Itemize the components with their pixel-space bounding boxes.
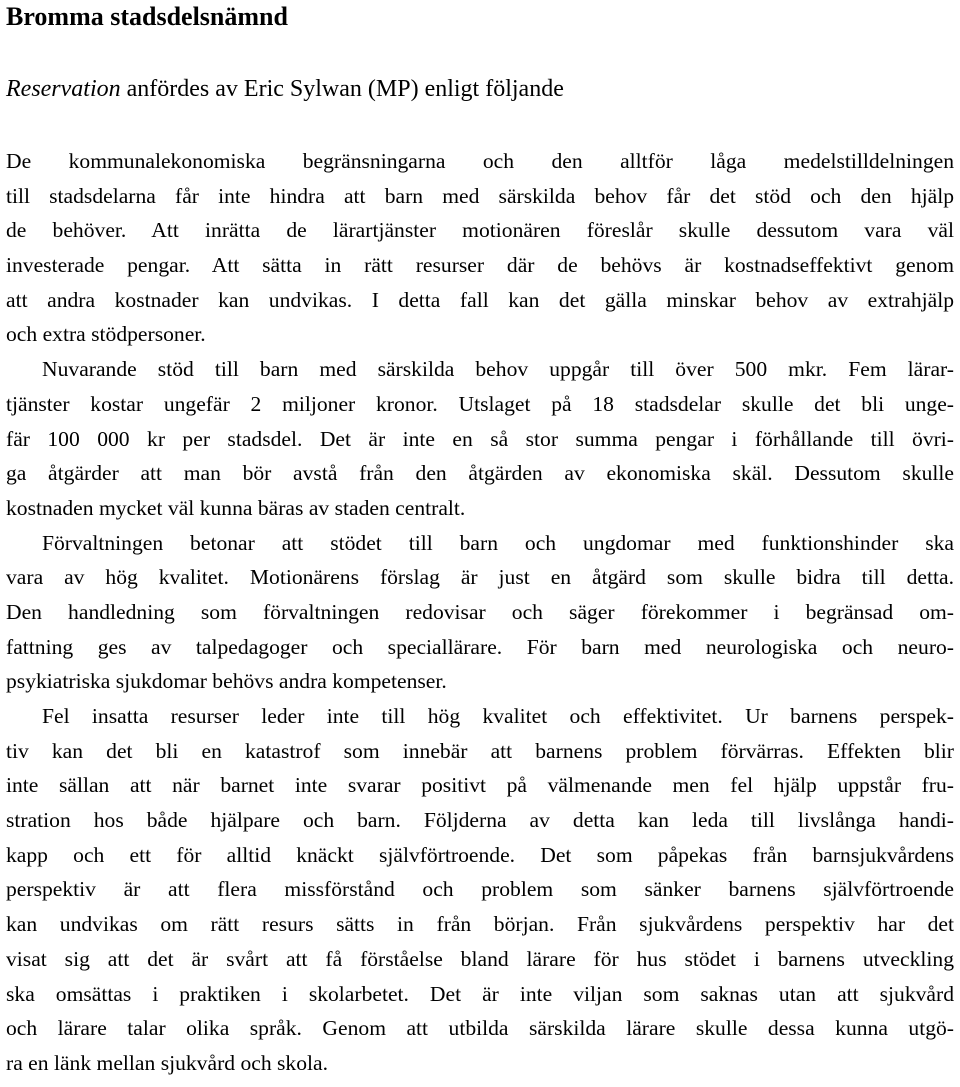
text-line: Fel insatta resurser leder inte till hög kvalitet och effektivitet. Ur barnens perspek- <box>42 704 954 728</box>
text-line: Den handledning som förvaltningen redovisar och säger förekommer i begränsad om- <box>6 599 954 624</box>
reservation-heading <box>6 74 954 104</box>
text-line: De kommunalekonomiska begränsningarna och den alltför låga medelstilldelningen <box>6 149 954 173</box>
text-line: psykiatriska sjukdomar behövs andra kompetenser. <box>6 669 447 694</box>
text-line: att andra kostnader kan undvikas. I detta fall kan det gälla minskar behov av extrahjälp <box>6 287 954 312</box>
reservation-label: Reservation <box>6 76 121 102</box>
paragraph <box>6 144 954 352</box>
paragraph <box>6 352 954 525</box>
text-line: de behöver. Att inrätta de lärartjänster motionären föreslår skulle dessutom vara väl <box>6 218 954 243</box>
reservation-author: anfördes av Eric Sylwan (MP) enligt följande <box>120 76 564 102</box>
text-line: visat sig att det är svårt att få förståelse bland lärare för hus stödet i barnens utveckling <box>6 946 954 971</box>
text-line: och lärare talar olika språk. Genom att utbilda särskilda lärare skulle dessa kunna utgö- <box>6 1016 954 1041</box>
text-line: inte sällan att när barnet inte svarar positivt på välmenande men fel hjälp uppstår fru- <box>6 773 954 798</box>
document-page <box>6 0 954 1081</box>
text-line: Nuvarande stöd till barn med särskilda behov uppgår till över 500 mkr. Fem lärar- <box>42 357 954 382</box>
text-line: vara av hög kvalitet. Motionärens förslag är just en åtgärd som skulle bidra till detta. <box>6 565 954 590</box>
text-line: kan undvikas om rätt resurs sätts in från början. Från sjukvårdens perspektiv har det <box>6 912 954 937</box>
text-line: ra en länk mellan sjukvård och skola. <box>6 1050 329 1075</box>
paragraph <box>6 526 954 699</box>
text-line: fattning ges av talpedagoger och speciallärare. För barn med neurologiska och neuro- <box>6 634 954 659</box>
text-line: fär 100 000 kr per stadsdel. Det är inte en så stor summa pengar i förhållande till övri- <box>6 426 954 451</box>
document-title: Bromma stadsdelsnämnd <box>6 2 288 31</box>
text-line: tjänster kostar ungefär 2 miljoner kronor. Utslaget på 18 stadsdelar skulle det bli unge- <box>6 391 954 416</box>
text-line: ga åtgärder att man bör avstå från den åtgärden av ekonomiska skäl. Dessutom skulle <box>6 461 954 486</box>
text-line: Förvaltningen betonar att stödet till barn och ungdomar med funktionshinder ska <box>42 530 954 555</box>
text-line: till stadsdelarna får inte hindra att barn med särskilda behov får det stöd och den hjälp <box>6 183 954 208</box>
text-line: kapp och ett för alltid knäckt självförtroende. Det som påpekas från barnsjukvårdens <box>6 842 954 867</box>
text-line: investerade pengar. Att sätta in rätt resurser där de behövs är kostnadseffektivt genom <box>6 253 954 278</box>
text-line: tiv kan det bli en katastrof som innebär att barnens problem förvärras. Effekten blir <box>6 738 954 763</box>
text-line: kostnaden mycket väl kunna bäras av staden centralt. <box>6 495 466 520</box>
text-line: ska omsättas i praktiken i skolarbetet. Det är inte viljan som saknas utan att sjukvård <box>6 981 954 1006</box>
text-line: perspektiv är att flera missförstånd och problem som sänker barnens självförtroende <box>6 877 954 902</box>
text-line: och extra stödpersoner. <box>6 322 206 347</box>
text-line: stration hos både hjälpare och barn. Följderna av detta kan leda till livslånga handi- <box>6 808 954 833</box>
document-body <box>6 144 954 1081</box>
paragraph <box>6 699 954 1081</box>
